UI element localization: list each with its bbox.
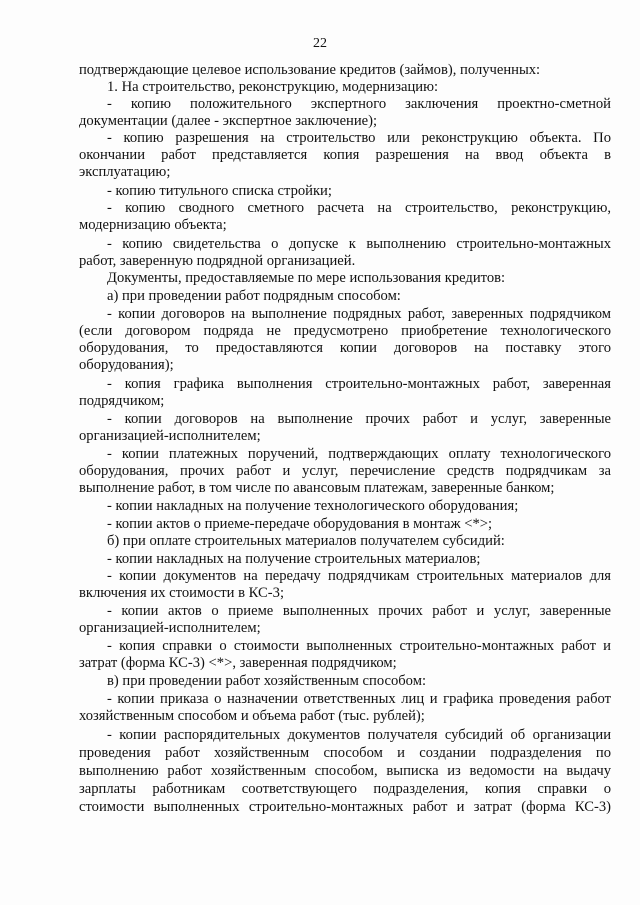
text-line: оборудования, то предоставляются копии договоров на поставку этого (79, 340, 611, 356)
text-line: выполнению работ хозяйственным способом, выписка из ведомости на выдачу (79, 763, 611, 779)
text-line: - копии актов о приеме выполненных прочих работ и услуг, заверенные (107, 603, 611, 619)
text-line: б) при оплате строительных материалов получателем субсидий: (107, 533, 505, 549)
text-line: - копия справки о стоимости выполненных строительно-монтажных работ и (107, 638, 611, 654)
text-line: оборудования); (79, 357, 174, 373)
text-line: - копию титульного списка стройки; (107, 183, 332, 199)
text-line: 1. На строительство, реконструкцию, модернизацию: (107, 79, 439, 95)
text-line: окончании работ представляется копия разрешения на ввод объекта в (79, 147, 611, 163)
text-line: - копии приказа о назначении ответственных лиц и графика проведения работ (107, 691, 611, 707)
text-line: зарплаты работникам соответствующего подразделения, копия справки о (79, 781, 611, 797)
text-line: затрат (форма КС-3) <*>, заверенная подрядчиком; (79, 655, 397, 671)
text-line: - копия графика выполнения строительно-монтажных работ, заверенная (107, 376, 611, 392)
text-line: - копии договоров на выполнение прочих работ и услуг, заверенные (107, 411, 611, 427)
text-line: хозяйственным способом и объема работ (тыс. рублей); (79, 708, 425, 724)
text-line: включения их стоимости в КС-3; (79, 585, 284, 601)
text-line: - копии актов о приеме-передаче оборудования в монтаж <*>; (107, 516, 493, 532)
text-line: организацией-исполнителем; (79, 620, 261, 636)
text-line: - копии договоров на выполнение подрядных работ, заверенных подрядчиком (107, 306, 611, 322)
text-line: организацией-исполнителем; (79, 428, 261, 444)
text-line: выполнение работ, в том числе по авансовым платежам, заверенные банком; (79, 480, 555, 496)
text-line: - копии платежных поручений, подтверждающих оплату технологического (107, 446, 611, 462)
text-line: - копии накладных на получение строительных материалов; (107, 551, 481, 567)
text-line: проведения работ хозяйственным способом и создании подразделения по (79, 745, 611, 761)
text-line: а) при проведении работ подрядным способом: (107, 288, 401, 304)
text-line: в) при проведении работ хозяйственным способом: (107, 673, 426, 689)
text-line: стоимости выполненных строительно-монтажных работ и затрат (форма КС-3) (79, 799, 611, 815)
text-line: эксплуатацию; (79, 164, 171, 180)
text-line: - копию сводного сметного расчета на строительство, реконструкцию, (107, 200, 611, 216)
text-line: - копии накладных на получение технологического оборудования; (107, 498, 519, 514)
text-line: - копии документов на передачу подрядчикам строительных материалов для (107, 568, 611, 584)
text-line: (если договором подряда не предусмотрено приобретение технологического (79, 323, 611, 339)
text-line: - копию положительного экспертного заключения проектно-сметной (107, 96, 611, 112)
text-line: - копии распорядительных документов получателя субсидий об организации (107, 727, 611, 743)
text-line: оборудования, прочих работ и услуг, перечисление средств подрядчикам за (79, 463, 611, 479)
text-line: подтверждающие целевое использование кредитов (займов), полученных: (79, 62, 541, 78)
text-line: модернизацию объекта; (79, 217, 227, 233)
text-line: Документы, предоставляемые по мере использования кредитов: (107, 270, 506, 286)
page-number: 22 (313, 36, 327, 51)
text-line: - копию свидетельства о допуске к выполнению строительно-монтажных (107, 236, 611, 252)
text-line: подрядчиком; (79, 393, 165, 409)
text-line: - копию разрешения на строительство или реконструкцию объекта. По (107, 130, 611, 146)
text-line: документации (далее - экспертное заключение); (79, 113, 378, 129)
text-line: работ, заверенную подрядной организацией. (79, 253, 356, 269)
